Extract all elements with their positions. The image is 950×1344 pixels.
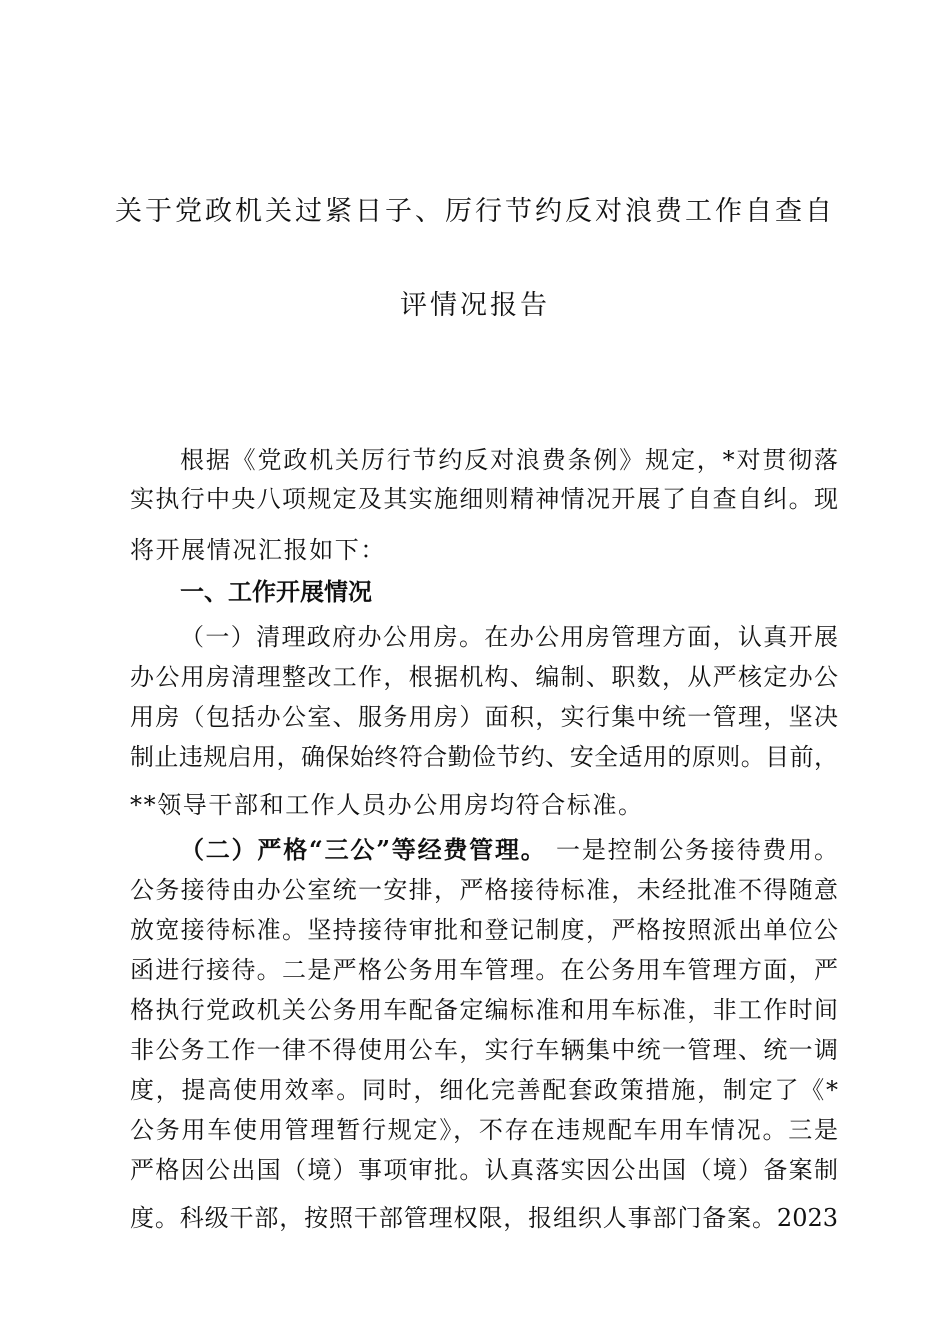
document-title-line-2: 评情况报告 [400, 290, 550, 321]
paragraph-line: 格执行党政机关公务用车配备定编标准和用车标准，非工作时间 [130, 996, 838, 1024]
paragraph-line: 度。科级干部，按照干部管理权限，报组织人事部门备案。2023 [130, 1204, 838, 1232]
paragraph-line: 公务用车使用管理暂行规定》，不存在违规配车用车情况。三是 [130, 1116, 838, 1144]
paragraph-line [180, 835, 839, 864]
paragraph-line: 公务接待由办公室统一安排，严格接待标准，未经批准不得随意 [130, 876, 838, 904]
paragraph-line: 非公务工作一律不得使用公车，实行车辆集中统一管理、统一调 [130, 1036, 838, 1064]
paragraph-text: 在办公用房管理方面，认真开展 [484, 623, 839, 651]
intro-line: 实执行中央八项规定及其实施细则精神情况开展了自查自纠。现 [130, 485, 838, 513]
paragraph-line: 函进行接待。二是严格公务用车管理。在公务用车管理方面，严 [130, 956, 838, 984]
paragraph-line: 放宽接待标准。坚持接待审批和登记制度，严格按照派出单位公 [130, 916, 838, 944]
intro-line: 将开展情况汇报如下： [130, 536, 386, 564]
paragraph-line: **领导干部和工作人员办公用房均符合标准。 [130, 791, 644, 819]
paragraph-line: 度，提高使用效率。同时，细化完善配套政策措施，制定了《* [130, 1076, 838, 1104]
paragraph-line: 制止违规启用，确保始终符合勤俭节约、安全适用的原则。目前， [130, 743, 838, 771]
paragraph-line: 办公用房清理整改工作，根据机构、编制、职数，从严核定办公 [130, 663, 838, 691]
paragraph-text: 一是控制公务接待费用。 [546, 836, 839, 864]
paragraph-line [180, 625, 838, 649]
paragraph-line: 用房（包括办公室、服务用房）面积，实行集中统一管理，坚决 [130, 703, 838, 731]
subsection-lead: （一）清理政府办公用房。 [180, 623, 485, 651]
paragraph-line: 严格因公出国（境）事项审批。认真落实因公出国（境）备案制 [130, 1156, 838, 1184]
intro-line: 根据《党政机关厉行节约反对浪费条例》规定，*对贯彻落 [180, 446, 838, 474]
document-title-line-1: 关于党政机关过紧日子、厉行节约反对浪费工作自查自 [115, 196, 835, 227]
subsection-lead: （二）严格“三公”等经费管理。 [180, 835, 547, 864]
section-heading: 一、工作开展情况 [180, 578, 372, 606]
